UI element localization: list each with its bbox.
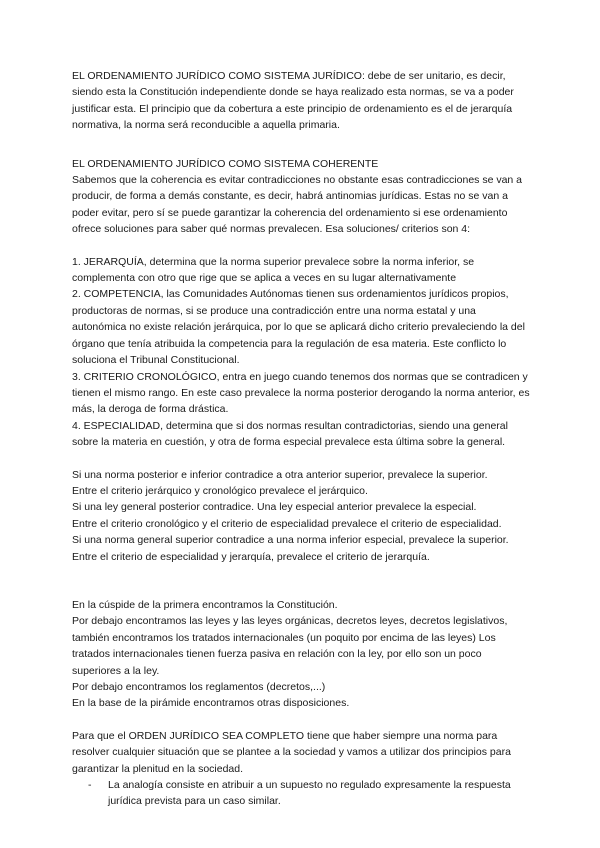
piramide-reglamentos: Por debajo encontramos los reglamentos (decretos,...)	[72, 681, 326, 693]
bullet-analogia	[72, 777, 530, 810]
piramide-cuspide: En la cúspide de la primera encontramos la Constitución.	[72, 598, 338, 611]
regla-1: Si una norma posterior e inferior contradice a otra anterior superior, prevalece la superior.	[72, 468, 488, 481]
regla-6: Entre el criterio de especialidad y jerarquía, prevalece el criterio de jerarquía.	[72, 550, 430, 563]
paragraph-coherencia: Sabemos que la coherencia es evitar contradicciones no obstante esas contradicciones se van a producir, de forma a demás constante, es decir, habrá antinomias jurídicas. Estas no se van a poder evitar, pero sí se puede garantizar la coherencia del ordenamiento si ese ordenamiento ofrece soluciones para saber qué normas prevalecen. Esa soluciones/ criterios son 4:	[72, 174, 523, 236]
bullet-dash: -	[88, 779, 92, 792]
criterio-jerarquia: 1. JERARQUÍA, determina que la norma superior prevalece sobre la norma inferior, se complementa con otro que rige que se aplica a veces en su lugar alternativamente	[72, 255, 475, 285]
regla-5: Si una norma general superior contradice a una norma inferior especial, prevalece la superior.	[72, 534, 509, 547]
piramide-base: En la base de la pirámide encontramos otras disposiciones.	[72, 697, 350, 710]
piramide-leyes: Por debajo encontramos las leyes y las leyes orgánicas, decretos leyes, decretos legislativos, también encontramos los tratados internacionales (un poquito por encima de las leyes) Los tratados internacionales tienen fuerza pasiva en relación con la ley, por ello son un poco superiores a la ley.	[72, 615, 508, 677]
criterio-competencia: 2. COMPETENCIA, las Comunidades Autónomas tienen sus ordenamientos jurídicos propios, productoras de normas, si se produce una contradicción entre una norma estatal y una autonómica no existe relación jerárquica, por lo que se aplicará dicho criterio prevaleciendo la del órgano que tenía atribuida la competencia para la regulación de esa materia. Este conflicto lo soluciona el Tribunal Constitucional.	[72, 288, 525, 367]
paragraph-unitario: EL ORDENAMIENTO JURÍDICO COMO SISTEMA JURÍDICO: debe de ser unitario, es decir, siendo esta la Constitución independiente donde se haya realizado esta normas, se va a poder justificar esta. El principio que da cobertura a este principio de ordenamiento es el de jerarquía normativa, la norma será reconducible a aquella primaria.	[72, 70, 514, 132]
criterio-especialidad: 4. ESPECIALIDAD, determina que si dos normas resultan contradictorias, siendo una general sobre la materia en cuestión, y otra de forma especial prevalece esta última sobre la general.	[72, 419, 508, 449]
regla-2: Entre el criterio jerárquico y cronológico prevalece el jerárquico.	[72, 484, 368, 497]
bullet-analogia-text: La analogía consiste en atribuir a un supuesto no regulado expresamente la respuesta jurídica prevista para un caso similar.	[108, 779, 511, 808]
criterio-cronologico: 3. CRITERIO CRONOLÓGICO, entra en juego cuando tenemos dos normas que se contradicen y tienen el mismo rango. En este caso prevalece la norma posterior derogando la norma anterior, es más, la deroga de forma drástica.	[72, 370, 530, 416]
heading-coherente: EL ORDENAMIENTO JURÍDICO COMO SISTEMA COHERENTE	[72, 157, 379, 170]
paragraph-completo: Para que el ORDEN JURÍDICO SEA COMPLETO tiene que haber siempre una norma para resolver cualquier situación que se plantee a la sociedad y vamos a utilizar dos principios para garantizar la plenitud en la sociedad.	[72, 729, 511, 775]
regla-3: Si una ley general posterior contradice. Una ley especial anterior prevalece la especial.	[72, 501, 477, 514]
regla-4: Entre el criterio cronológico y el criterio de especialidad prevalece el criterio de especialidad.	[72, 517, 502, 530]
